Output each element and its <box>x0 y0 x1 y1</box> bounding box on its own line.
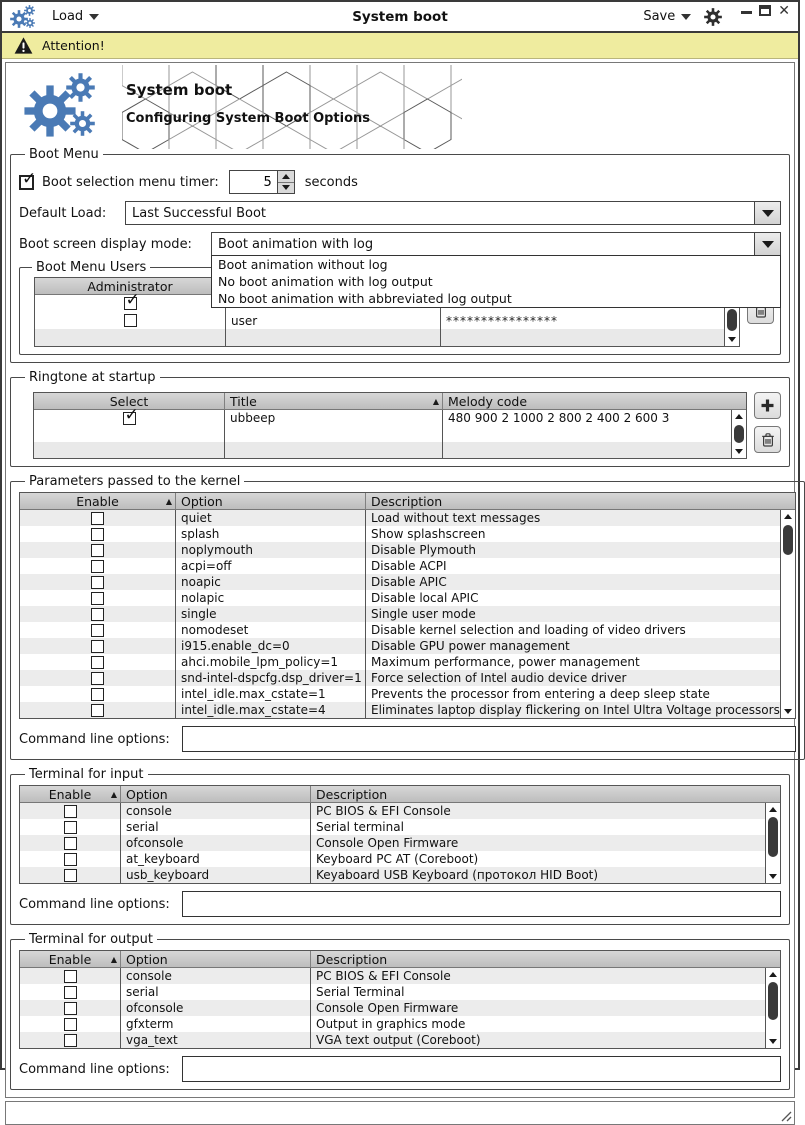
description-cell: Disable APIC <box>365 574 780 590</box>
save-menu-button[interactable] <box>639 7 695 26</box>
default-load-value: Last Successful Boot <box>132 205 267 221</box>
terminal-input-row[interactable] <box>20 867 765 883</box>
option-cell: console <box>120 968 310 984</box>
column-header-description[interactable]: Description <box>310 951 780 967</box>
triangle-down-icon <box>282 185 290 190</box>
column-header-enable[interactable]: Enable ▲ <box>48 786 117 802</box>
settings-gear-icon[interactable] <box>703 7 723 27</box>
terminal-output-table-header <box>20 951 780 968</box>
enable-checkbox[interactable] <box>64 986 77 999</box>
module-gears-icon <box>24 73 112 139</box>
terminal-input-row[interactable] <box>20 819 765 835</box>
description-cell: Show splashscreen <box>365 526 780 542</box>
enable-checkbox[interactable] <box>91 672 104 685</box>
triangle-up-icon <box>769 972 777 977</box>
save-menu-label: Save <box>643 9 676 24</box>
terminal-output-row[interactable] <box>20 1000 765 1016</box>
scroll-up-button[interactable] <box>781 510 795 523</box>
scroll-down-button[interactable] <box>766 870 780 883</box>
triangle-down-icon <box>735 449 743 454</box>
user-row[interactable] <box>35 312 724 329</box>
terminal-input-legend: Terminal for input <box>29 767 144 782</box>
column-header-description[interactable]: Description <box>310 786 780 802</box>
default-load-combobox[interactable] <box>125 201 781 225</box>
option-cell: at_keyboard <box>120 851 310 867</box>
enable-checkbox[interactable] <box>91 624 104 637</box>
minimize-button[interactable] <box>741 11 752 14</box>
ringtone-table-header <box>34 393 746 410</box>
terminal-output-table <box>19 950 781 1049</box>
option-cell: single <box>175 606 365 622</box>
kernel-table-header <box>20 493 795 510</box>
page-title: System boot <box>126 81 233 99</box>
empty-row <box>35 329 724 346</box>
close-button[interactable]: ✕ <box>778 2 790 19</box>
sort-ascending-icon: ▲ <box>165 496 172 506</box>
boot-timer-checkbox[interactable] <box>19 175 34 190</box>
option-cell: ofconsole <box>120 1000 310 1016</box>
terminal-input-table <box>19 785 781 884</box>
column-header-option[interactable]: Option <box>120 786 310 802</box>
app-gears-icon <box>10 5 40 29</box>
attention-banner <box>2 33 798 59</box>
kernel-param-row[interactable] <box>20 622 780 638</box>
column-header-title[interactable]: Title ▲ <box>224 393 442 409</box>
description-cell: Eliminates laptop display flickering on Intel Ultra Voltage processors <box>365 702 780 718</box>
option-cell: quiet <box>175 510 365 526</box>
display-mode-label: Boot screen display mode: <box>19 236 192 252</box>
scroll-down-button[interactable] <box>732 445 746 458</box>
user-password-cell: **************** <box>440 312 724 329</box>
spinner-up-button[interactable] <box>278 171 294 183</box>
empty-row <box>34 442 731 458</box>
enable-checkbox[interactable] <box>91 512 104 525</box>
display-mode-combobox[interactable] <box>211 232 781 306</box>
terminal-input-scrollbar[interactable] <box>765 803 780 883</box>
description-cell: PC BIOS & EFI Console <box>310 968 765 984</box>
ringtone-title-cell: ubbeep <box>224 410 442 426</box>
plus-icon <box>760 398 775 413</box>
column-header-option[interactable]: Option <box>175 493 365 509</box>
combobox-dropdown-button[interactable] <box>754 202 780 224</box>
sort-ascending-icon: ▲ <box>432 396 439 406</box>
enable-checkbox[interactable] <box>91 688 104 701</box>
description-cell: Disable ACPI <box>365 558 780 574</box>
chevron-down-icon <box>681 14 691 20</box>
titlebar <box>2 2 798 33</box>
select-checkbox[interactable] <box>123 412 136 425</box>
option-cell: intel_idle.max_cstate=1 <box>175 686 365 702</box>
kernel-param-row[interactable] <box>20 510 780 526</box>
option-cell: usb_keyboard <box>120 867 310 883</box>
display-mode-value: Boot animation with log <box>218 236 374 252</box>
terminal-input-row[interactable] <box>20 803 765 819</box>
column-header-melody[interactable]: Melody code <box>442 393 746 409</box>
terminal-input-row[interactable] <box>20 835 765 851</box>
terminal-output-row[interactable] <box>20 1016 765 1032</box>
option-cell: splash <box>175 526 365 542</box>
ringtone-table-scrollbar[interactable] <box>731 410 746 458</box>
display-mode-dropdown-list <box>211 255 781 308</box>
ringtone-fieldset <box>10 370 790 467</box>
ringtone-melody-cell: 480 900 2 1000 2 800 2 400 2 600 3 <box>442 410 731 426</box>
column-header-select[interactable]: Select <box>109 393 149 409</box>
boot-timer-spinner <box>229 170 295 194</box>
description-cell: Output in graphics mode <box>310 1016 765 1032</box>
triangle-up-icon <box>784 514 792 519</box>
attention-text: Attention! <box>42 38 105 53</box>
kernel-param-row[interactable] <box>20 542 780 558</box>
kernel-table-scrollbar[interactable] <box>780 510 795 718</box>
triangle-down-icon <box>762 241 774 248</box>
option-cell: snd-intel-dspcfg.dsp_driver=1 <box>175 670 365 686</box>
column-header-enable[interactable]: Enable ▲ <box>48 951 117 967</box>
terminal-input-fieldset <box>10 767 790 925</box>
column-header-description[interactable]: Description <box>365 493 795 509</box>
terminal-output-row[interactable] <box>20 968 765 984</box>
option-cell: nolapic <box>175 590 365 606</box>
terminal-output-cmdline-label: Command line options: <box>19 1061 170 1077</box>
description-cell: Force selection of Intel audio device driver <box>365 670 780 686</box>
option-cell: console <box>120 803 310 819</box>
add-ringtone-button[interactable] <box>754 392 781 419</box>
sort-ascending-icon: ▲ <box>110 789 117 799</box>
ringtone-row[interactable] <box>34 410 731 426</box>
terminal-output-legend: Terminal for output <box>29 932 153 947</box>
load-menu-button[interactable] <box>48 7 103 26</box>
ringtone-table <box>33 392 747 459</box>
option-cell: noplymouth <box>175 542 365 558</box>
kernel-param-row[interactable] <box>20 526 780 542</box>
page-header <box>6 65 794 147</box>
ringtone-legend: Ringtone at startup <box>29 370 156 385</box>
enable-checkbox[interactable] <box>64 821 77 834</box>
administrator-checkbox[interactable] <box>124 314 137 327</box>
option-cell: nomodeset <box>175 622 365 638</box>
enable-checkbox[interactable] <box>64 869 77 882</box>
description-cell: Disable kernel selection and loading of video drivers <box>365 622 780 638</box>
description-cell: Disable local APIC <box>365 590 780 606</box>
triangle-up-icon <box>735 414 743 419</box>
dropdown-option[interactable]: Boot animation without log <box>218 257 388 272</box>
enable-checkbox[interactable] <box>64 1034 77 1047</box>
description-cell: Single user mode <box>365 606 780 622</box>
default-load-label: Default Load: <box>19 205 107 221</box>
option-cell: ofconsole <box>120 835 310 851</box>
kernel-cmdline-label: Command line options: <box>19 731 170 747</box>
kernel-param-row[interactable] <box>20 558 780 574</box>
enable-checkbox[interactable] <box>91 608 104 621</box>
resize-grip[interactable] <box>779 1109 792 1122</box>
boot-timer-input[interactable] <box>229 170 277 194</box>
description-cell: PC BIOS & EFI Console <box>310 803 765 819</box>
enable-checkbox[interactable] <box>64 1018 77 1031</box>
empty-row <box>34 426 731 442</box>
option-cell: intel_idle.max_cstate=4 <box>175 702 365 718</box>
kernel-param-row[interactable] <box>20 686 780 702</box>
page-subtitle: Configuring System Boot Options <box>126 111 371 126</box>
maximize-button[interactable] <box>759 5 771 16</box>
delete-ringtone-button[interactable] <box>754 426 781 453</box>
terminal-input-cmdline-label: Command line options: <box>19 896 170 912</box>
boot-menu-users-legend: Boot Menu Users <box>36 260 147 275</box>
administrator-checkbox[interactable] <box>124 297 137 310</box>
description-cell: Prevents the processor from entering a deep sleep state <box>365 686 780 702</box>
content-panel <box>5 62 795 1098</box>
enable-checkbox[interactable] <box>64 805 77 818</box>
terminal-output-fieldset <box>10 932 790 1090</box>
scroll-thumb[interactable] <box>734 425 744 443</box>
column-header-option[interactable]: Option <box>120 951 310 967</box>
description-cell: Load without text messages <box>365 510 780 526</box>
triangle-up-icon <box>769 807 777 812</box>
option-cell: serial <box>120 984 310 1000</box>
kernel-param-row[interactable] <box>20 606 780 622</box>
terminal-input-table-header <box>20 786 780 803</box>
enable-checkbox[interactable] <box>91 592 104 605</box>
sort-ascending-icon: ▲ <box>110 954 117 964</box>
triangle-down-icon <box>762 210 774 217</box>
enable-checkbox[interactable] <box>91 576 104 589</box>
kernel-param-row[interactable] <box>20 702 780 718</box>
terminal-input-row[interactable] <box>20 851 765 867</box>
description-cell: Serial terminal <box>310 819 765 835</box>
scroll-thumb[interactable] <box>768 982 778 1020</box>
enable-checkbox[interactable] <box>91 544 104 557</box>
scroll-thumb[interactable] <box>783 525 793 555</box>
chevron-down-icon <box>89 14 99 20</box>
option-cell: acpi=off <box>175 558 365 574</box>
enable-checkbox[interactable] <box>91 704 104 717</box>
option-cell: gfxterm <box>120 1016 310 1032</box>
scroll-up-button[interactable] <box>766 968 780 981</box>
triangle-down-icon <box>769 1039 777 1044</box>
kernel-cmdline-input[interactable] <box>182 726 796 752</box>
terminal-output-cmdline-input[interactable] <box>182 1056 781 1082</box>
warning-icon <box>14 37 33 54</box>
boot-timer-label: Boot selection menu timer: <box>42 174 219 190</box>
load-menu-label: Load <box>52 9 84 24</box>
trash-icon <box>760 432 776 448</box>
column-header-administrator[interactable]: Administrator <box>87 278 173 294</box>
boot-timer-unit: seconds <box>304 174 358 190</box>
dropdown-option[interactable]: No boot animation with abbreviated log output <box>218 291 512 306</box>
window-title: System boot <box>352 8 448 25</box>
scroll-down-button[interactable] <box>766 1035 780 1048</box>
column-header-enable[interactable]: Enable ▲ <box>76 493 172 509</box>
kernel-params-legend: Parameters passed to the kernel <box>29 474 241 489</box>
scroll-thumb[interactable] <box>768 817 778 857</box>
description-cell: Serial Terminal <box>310 984 765 1000</box>
description-cell: Console Open Firmware <box>310 835 765 851</box>
boot-menu-legend: Boot Menu <box>29 147 99 162</box>
scroll-up-button[interactable] <box>766 803 780 816</box>
boot-menu-fieldset <box>10 147 790 363</box>
enable-checkbox[interactable] <box>64 970 77 983</box>
enable-checkbox[interactable] <box>64 853 77 866</box>
terminal-output-row[interactable] <box>20 984 765 1000</box>
description-cell: Maximum performance, power management <box>365 654 780 670</box>
description-cell: Keyboard PC AT (Coreboot) <box>310 851 765 867</box>
option-cell: noapic <box>175 574 365 590</box>
dropdown-option[interactable]: No boot animation with log output <box>218 274 433 289</box>
description-cell: Disable GPU power management <box>365 638 780 654</box>
terminal-output-scrollbar[interactable] <box>765 968 780 1048</box>
spinner-down-button[interactable] <box>278 183 294 194</box>
triangle-down-icon <box>728 337 736 342</box>
enable-checkbox[interactable] <box>91 528 104 541</box>
scroll-thumb[interactable] <box>727 309 737 331</box>
description-cell: Keyaboard USB Keyboard (протокол HID Boot) <box>310 867 765 883</box>
scroll-down-button[interactable] <box>725 333 739 346</box>
kernel-param-row[interactable] <box>20 574 780 590</box>
description-cell: Console Open Firmware <box>310 1000 765 1016</box>
terminal-input-cmdline-input[interactable] <box>182 891 781 917</box>
combobox-dropdown-button[interactable] <box>754 233 780 255</box>
enable-checkbox[interactable] <box>64 837 77 850</box>
option-cell: ahci.mobile_lpm_policy=1 <box>175 654 365 670</box>
enable-checkbox[interactable] <box>91 560 104 573</box>
option-cell: i915.enable_dc=0 <box>175 638 365 654</box>
enable-checkbox[interactable] <box>91 656 104 669</box>
scroll-up-button[interactable] <box>732 410 746 423</box>
user-name-cell: user <box>225 312 440 329</box>
kernel-param-row[interactable] <box>20 638 780 654</box>
kernel-param-row[interactable] <box>20 590 780 606</box>
terminal-output-row[interactable] <box>20 1032 765 1048</box>
status-bar <box>5 1101 795 1125</box>
kernel-params-fieldset <box>10 474 805 760</box>
scroll-down-button[interactable] <box>781 705 795 718</box>
triangle-down-icon <box>769 874 777 879</box>
description-cell: VGA text output (Coreboot) <box>310 1032 765 1048</box>
option-cell: vga_text <box>120 1032 310 1048</box>
option-cell: serial <box>120 819 310 835</box>
description-cell: Disable Plymouth <box>365 542 780 558</box>
enable-checkbox[interactable] <box>91 640 104 653</box>
triangle-up-icon <box>282 174 290 179</box>
triangle-down-icon <box>784 709 792 714</box>
kernel-param-row[interactable] <box>20 670 780 686</box>
enable-checkbox[interactable] <box>64 1002 77 1015</box>
kernel-param-row[interactable] <box>20 654 780 670</box>
kernel-params-table <box>19 492 796 719</box>
